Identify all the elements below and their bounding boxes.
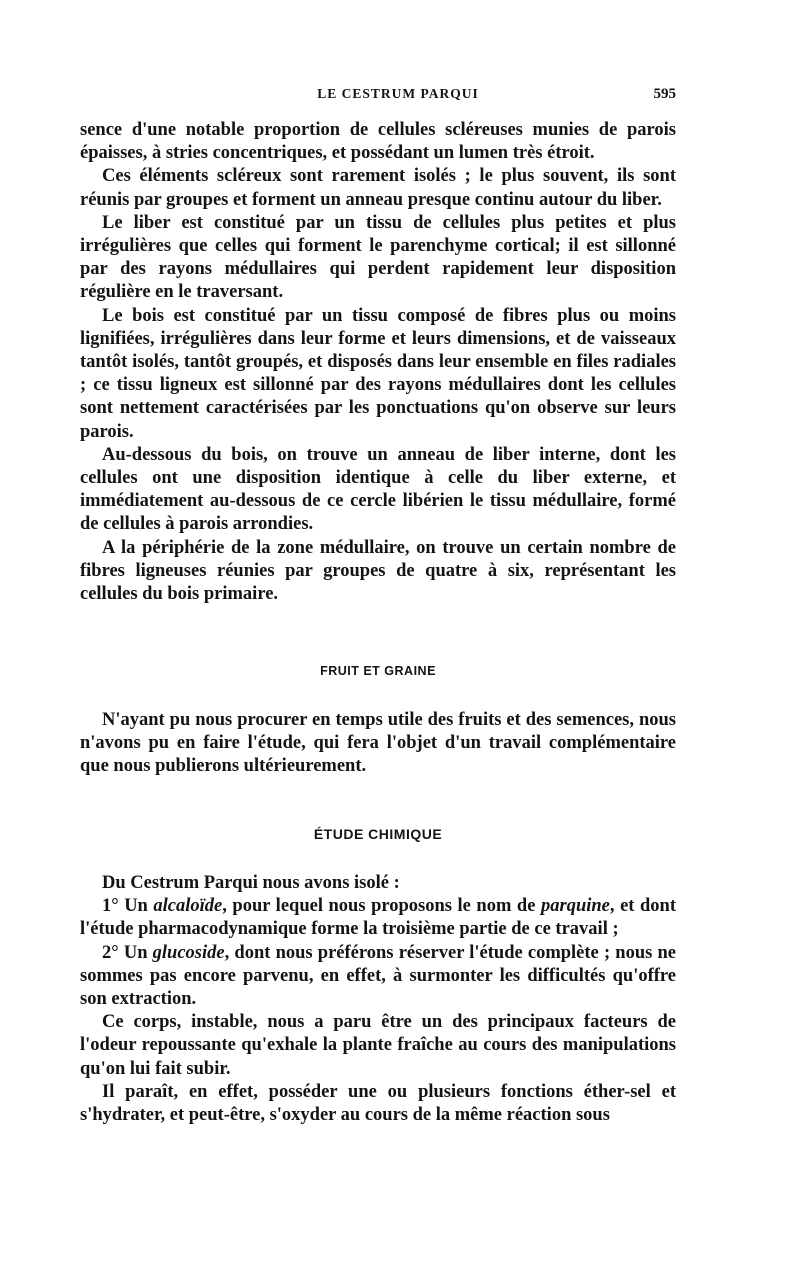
section-heading-fruit-et-graine: FRUIT ET GRAINE	[320, 664, 436, 678]
paragraph-alcaloide	[80, 895, 676, 941]
text-run: , pour lequel nous proposons le nom de	[222, 896, 541, 917]
paragraph: Le bois est constitué par un tissu composé de fibres plus ou moins lignifiées, irrégulières dans leur forme et leurs dimensions, et de vaisseaux tantôt isolés, tantôt groupés, et disposés dans leur ensemble en files radiales ; ce tissu ligneux est sillonné par des rayons médullaires dont les cellules sont nettement caractérisées par les ponctuations qu'on observe sur leurs parois.	[80, 305, 676, 442]
term-alcaloide: alcaloïde	[153, 896, 223, 917]
paragraph: N'ayant pu nous procurer en temps utile des fruits et des semences, nous n'avons pu en faire l'étude, qui fera l'objet d'un travail complémentaire que nous publierons ultérieurement.	[80, 710, 676, 777]
running-head	[120, 86, 676, 108]
text-run: , dont nous préférons réserver l'étude complète ; nous ne sommes pas encore parvenu, en effet, à surmonter les difficultés qu'offre son extraction.	[80, 942, 676, 1010]
paragraph: Le liber est constitué par un tissu de cellules plus petites et plus irrégulières que celles qui forment le parenchyme cortical; il est sillonné par des rayons médullaires qui perdent rapidement leur disposition régulière en le traversant.	[80, 212, 676, 303]
paragraph: A la périphérie de la zone médullaire, on trouve un certain nombre de fibres ligneuses réunies par groupes de quatre à six, représentant les cellules du bois primaire.	[80, 537, 676, 605]
text-run: , et dont l'étude pharmacodynamique forme la troisième partie de ce travail ;	[80, 896, 676, 940]
list-number: 1° Un	[102, 896, 154, 917]
term-parquine: parquine	[541, 896, 610, 917]
paragraph: Ces éléments scléreux sont rarement isolés ; le plus souvent, ils sont réunis par groupes et forment un anneau presque continu autour du liber.	[80, 166, 676, 210]
paragraph: Il paraît, en effet, posséder une ou plusieurs fonctions éther-sel et s'hydrater, et peut-être, s'oxyder au cours de la même réaction sous	[80, 1081, 676, 1126]
chemistry-text-block	[80, 872, 676, 1127]
fruit-text-block	[80, 709, 676, 779]
running-title: LE CESTRUM PARQUI	[317, 86, 479, 101]
paragraph: sence d'une notable proportion de cellules scléreuses munies de parois épaisses, à stries concentriques, et possédant un lumen très étroit.	[80, 120, 676, 164]
paragraph-glucoside	[80, 942, 676, 1012]
list-number: 2° Un	[102, 942, 153, 963]
anatomy-text-block	[80, 119, 676, 606]
term-glucoside: glucoside	[152, 942, 225, 963]
section-heading-etude-chimique: ÉTUDE CHIMIQUE	[313, 826, 443, 842]
paragraph: Du Cestrum Parqui nous avons isolé :	[102, 873, 400, 893]
paragraph: Au-dessous du bois, on trouve un anneau de liber interne, dont les cellules ont une disposition identique à celle du liber externe, et immédiatement au-dessous de ce cercle libérien le tissu médullaire, formé de cellules à parois arrondies.	[80, 444, 676, 535]
paragraph: Ce corps, instable, nous a paru être un des principaux facteurs de l'odeur repoussante qu'exhale la plante fraîche au cours des manipulations qu'on lui fait subir.	[80, 1012, 676, 1079]
page-number: 595	[653, 86, 676, 102]
